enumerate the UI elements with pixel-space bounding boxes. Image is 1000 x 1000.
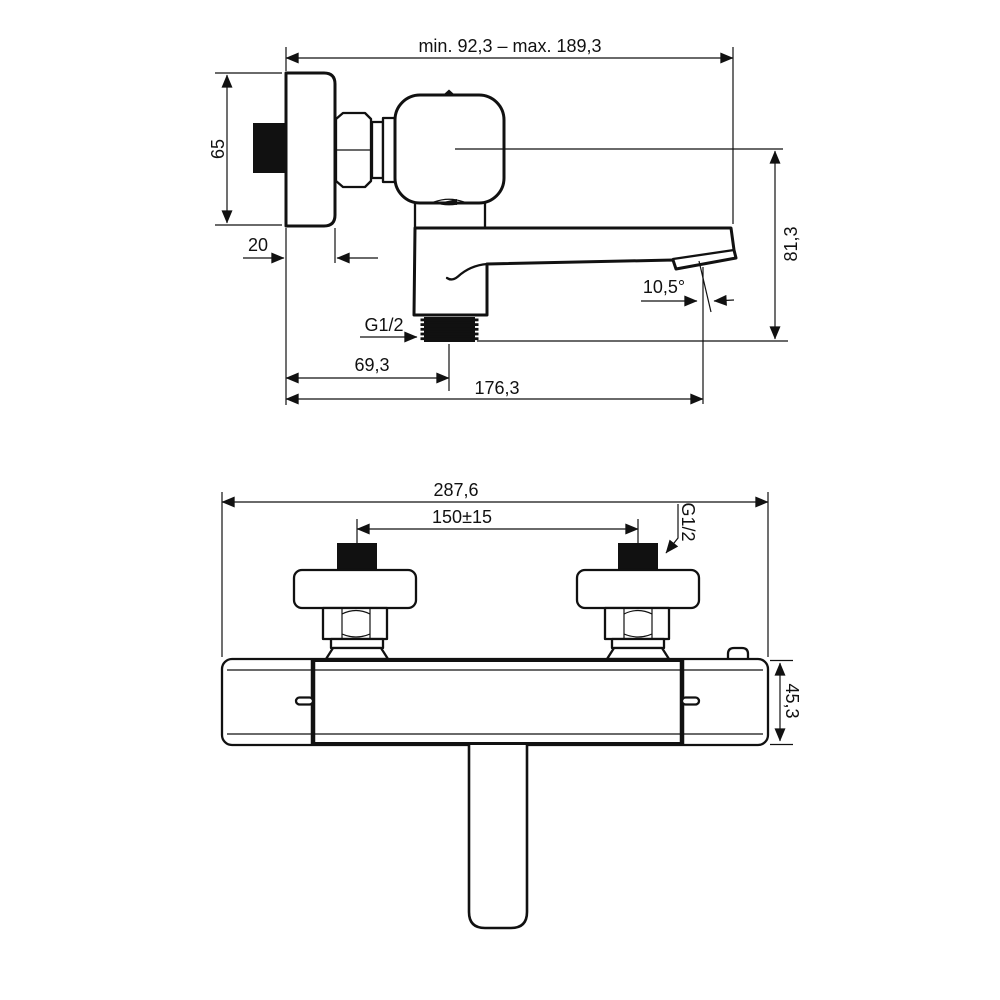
flare-right (607, 648, 669, 659)
spout-body (414, 228, 736, 315)
inlet-thread-block-right (618, 543, 658, 570)
thread-ridge (421, 319, 479, 322)
dim-outlet-offset (286, 355, 449, 378)
thread-ridge (421, 333, 479, 336)
inlet-thread-leader (666, 504, 678, 553)
side-view (208, 36, 801, 405)
dim-inlet-spacing-label: 150±15 (432, 507, 492, 527)
inlet-left (294, 543, 416, 659)
outlet-thread (421, 317, 479, 342)
collar-left (331, 639, 383, 648)
dim-plate-height-label: 65 (208, 138, 228, 160)
escutcheon-right (577, 570, 699, 608)
dim-spout-reach (286, 378, 703, 399)
dim-plate-depth (243, 235, 378, 258)
dim-outlet-offset-label: 69,3 (354, 355, 390, 375)
front-view (222, 480, 802, 928)
dim-total-width-label: 287,6 (433, 480, 479, 500)
inlet-thread-label: G1/2 (678, 502, 698, 542)
flare-left (326, 648, 388, 659)
spacer-ring-small (372, 122, 383, 178)
spacer-ring-large (383, 118, 395, 182)
dim-spout-angle-ref (699, 261, 711, 312)
wall-fitting-block (253, 123, 287, 173)
thread-ridge (421, 323, 479, 326)
handle-pin-left (296, 698, 313, 705)
thread-ridge (421, 337, 479, 340)
hex-nut-left (323, 608, 387, 639)
dim-spout-angle (641, 261, 734, 312)
handle-pin-right (682, 698, 699, 705)
inlet-thread-block-left (337, 543, 377, 570)
dim-body-height (770, 661, 802, 745)
mixer-body (222, 648, 768, 745)
label-inlet-thread (666, 502, 698, 553)
label-outlet-thread (360, 315, 417, 337)
dim-width-range-label: min. 92,3 – max. 189,3 (418, 36, 602, 56)
inlet-right (577, 543, 699, 659)
dim-outlet-height-label: 81,3 (781, 226, 801, 262)
dim-spout-angle-right (714, 300, 734, 301)
knob-top-marker (443, 90, 455, 96)
dim-outlet-height (775, 151, 801, 339)
escutcheon-left (294, 570, 416, 608)
collar-right (612, 639, 664, 648)
dim-plate-depth-label: 20 (247, 235, 269, 255)
connector-nut (336, 113, 371, 187)
outlet-thread-label: G1/2 (364, 315, 404, 335)
wall-plate (286, 73, 335, 226)
dim-spout-angle-label: 10,5° (642, 277, 686, 297)
dim-spout-reach-label: 176,3 (474, 378, 520, 398)
outlet-pipe (469, 745, 527, 928)
control-knob (395, 90, 504, 206)
hex-nut-right (605, 608, 669, 639)
dim-body-height-label: 45,3 (782, 683, 802, 719)
dim-inlet-spacing (357, 507, 638, 547)
thread-ridge (421, 328, 479, 331)
diverter-button (728, 648, 748, 659)
